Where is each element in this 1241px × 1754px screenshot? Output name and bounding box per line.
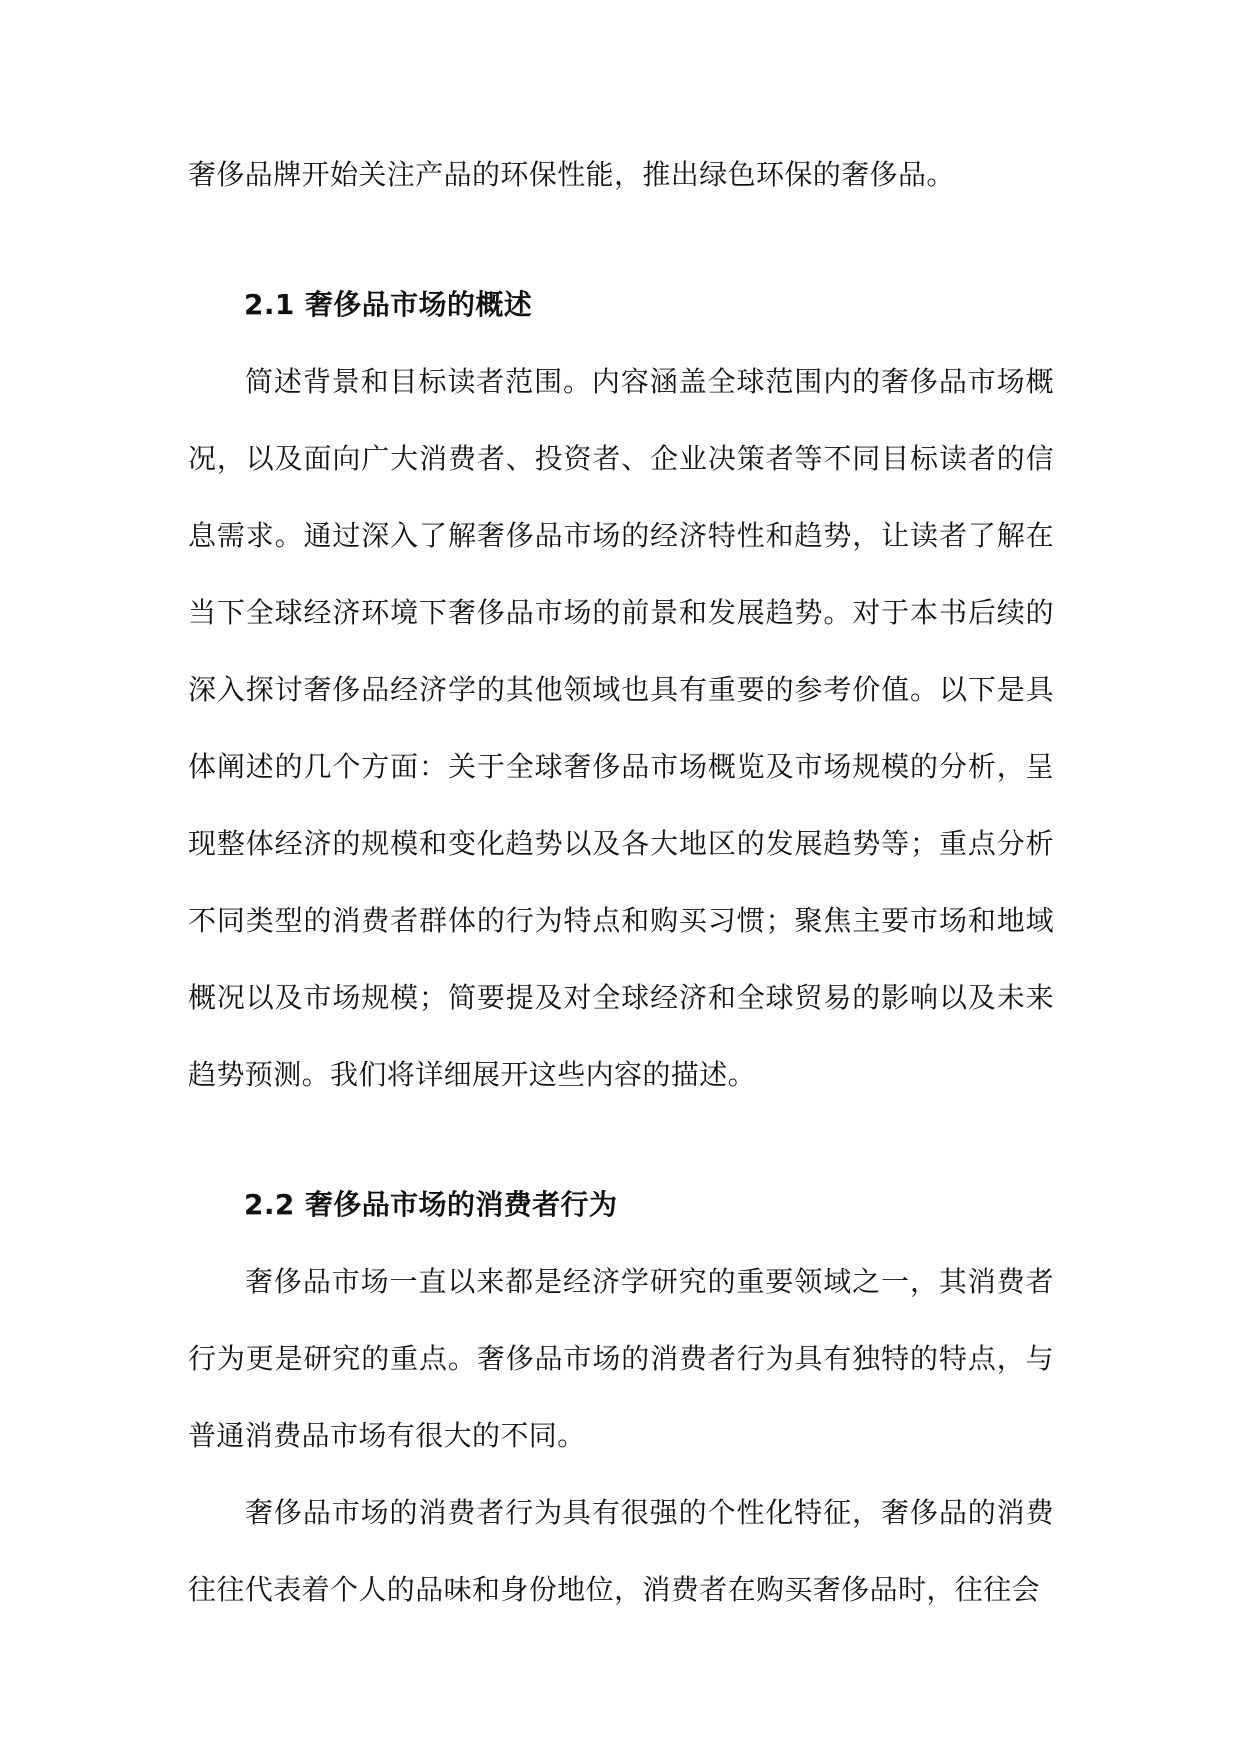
intro-line: 奢侈品牌开始关注产品的环保性能，推出绿色环保的奢侈品。 [188,158,955,191]
section-2-2-paragraph-2: 奢侈品市场的消费者行为具有很强的个性化特征，奢侈品的消费往往代表着个人的品味和身份地位，消费者在购买奢侈品时，往往会 [188,1496,1054,1606]
section-heading-2-1: 2.1 奢侈品市场的概述 [244,288,533,321]
section-heading-2-2: 2.2 奢侈品市场的消费者行为 [244,1188,618,1221]
page-body [188,136,1054,1628]
section-2-1-paragraph-1: 简述背景和目标读者范围。内容涵盖全球范围内的奢侈品市场概况，以及面向广大消费者、投资者、企业决策者等不同目标读者的信息需求。通过深入了解奢侈品市场的经济特性和趋势，让读者了解在当下全球经济环境下奢侈品市场的前景和发展趋势。对于本书后续的深入探讨奢侈品经济学的其他领域也具有重要的参考价值。以下是具体阐述的几个方面：关于全球奢侈品市场概览及市场规模的分析，呈现整体经济的规模和变化趋势以及各大地区的发展趋势等；重点分析不同类型的消费者群体的行为特点和购买习惯；聚焦主要市场和地域概况以及市场规模；简要提及对全球经济和全球贸易的影响以及未来趋势预测。我们将详细展开这些内容的描述。 [188,365,1054,1091]
section-2-2-paragraph-1: 奢侈品市场一直以来都是经济学研究的重要领域之一，其消费者行为更是研究的重点。奢侈品市场的消费者行为具有独特的特点，与普通消费品市场有很大的不同。 [188,1265,1054,1452]
